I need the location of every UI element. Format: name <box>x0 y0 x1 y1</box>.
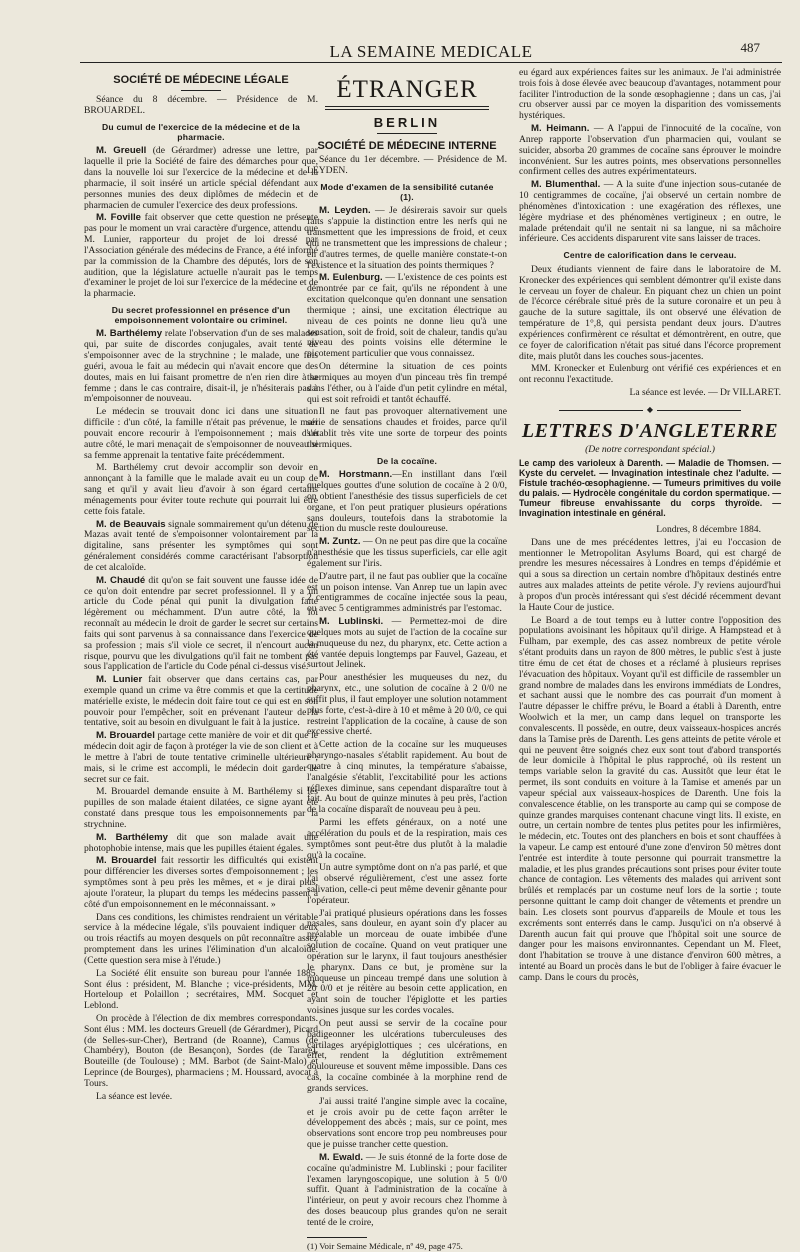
paragraph-text: fait observer que dans certains cas, par exemple quand un crime va être commis et que la certitude matérielle existe, le médecin doit faire tout ce qui est en son pouvoir pour l'empêcher, soit en prévenant l'auteur de la tentative, soit au besoin en divulguant le fait à la justice. <box>84 674 318 729</box>
paragraph: Cette action de la cocaïne sur les muqueuses pharyngo-nasales s'établit rapidement. Au bout de quatre à cinq minutes, la température s'abaisse, l'analgésie s'établit, l'excitabilité pour les actions réflexes diminue, sans cependant disparaître tout à fait. Au bout de quinze minutes à peu près, l'action de la cocaïne disparaît de nouveau peu à peu. <box>307 739 507 816</box>
paragraph <box>519 124 781 178</box>
rubric-heading: LETTRES D'ANGLETERRE <box>521 419 779 442</box>
paragraph-text: — L'existence de ces points est démontrée par ce fait, qu'ils ne répondent à une excitation quelconque qu'en donnant une sensation thermique ; ainsi, une excitation électrique au niveau de ces points ne donne lieu qu'à une sensation, soit de froid, soit de chaleur, tandis qu'au niveau des points voisins elle détermine le picotement particulier que vous connaissez. <box>307 272 507 360</box>
paragraph-text: — Je suis étonné de la forte dose de cocaïne qu'administre M. Lublinski ; pour faciliter l'examen laryngoscopique, une solution à 5 0/0 suffit. Quant à l'administration de la cocaïne à l'intérieur, on peut y avoir recours chez l'homme à des doses beaucoup plus grandes qu'on ne serait tenté de le croire, <box>307 1151 507 1228</box>
paragraph <box>84 731 318 785</box>
section-title: SOCIÉTÉ DE MÉDECINE INTERNE <box>317 139 497 152</box>
paragraph-text: —En instillant dans l'œil quelques gouttes d'une solution de cocaïne à 2 0/0, on obtient l'anesthésie des tissus superficiels de cet organe, et l'on peut pratiquer plusieurs opérations sans douleurs, toutefois dans la strabotomie la section du muscle reste douloureuse. <box>307 469 507 535</box>
paragraph: Le médecin se trouvait donc ici dans une situation difficile : d'un côté, la famille n'était pas prévenue, le mari pouvait encore recourir à l'empoisonnement ; mais d'un autre côté, le mari menaçait de s'empoisonner de nouveau si sa femme apprenait la tentative faite précédemment. <box>84 406 318 461</box>
speaker-name: M. Lunier <box>96 674 143 686</box>
subheading: Centre de calorification dans le cerveau. <box>563 250 737 261</box>
paragraph <box>84 856 318 910</box>
subheading: De la cocaïne. <box>376 455 438 466</box>
paragraph: MM. Kronecker et Eulenburg ont vérifié ces expériences et en ont reconnu l'exactitude. <box>519 363 781 386</box>
paragraph: Il ne faut pas provoquer alternativement une série de sensations chaudes et froides, parce qu'il s'établit très vite une sorte de torpeur des points thermiques. <box>307 406 507 450</box>
paragraph <box>307 1153 507 1229</box>
paragraph <box>307 273 507 360</box>
paragraph <box>84 675 318 729</box>
paragraph-text: — Je désirerais savoir sur quels faits s'appuie la distinction entre les nerfs qui ne transmettent que les impressions de froid, et ceux qui ne transmettent que les impressions de chaleur ; en d'autres termes, de quelle manière constate-t-on l'existence et la situation des points thermiques ? <box>307 205 507 271</box>
summary: Le camp des varioleux à Darenth. — Maladie de Thomsen. — Kyste du cervelet. — Invagination intestinale chez l'adulte. — Fistule trachéo-œsophagienne. — Tumeurs primitives du voile du palais. — Hydrocèle congénitale du cordon spermatique. — Tumeur fibreuse envahissante du corps thyroïde. — Invagination intestinale en général. <box>519 458 782 519</box>
page-number: 487 <box>740 40 760 55</box>
session-line: Séance du 8 décembre. — Présidence de M. BROUARDEL. <box>84 94 318 117</box>
paragraph-text: fait observer que cette question ne présente pas pour le moment un vrai caractère d'urgence, attendu que M. Lunier, rapporteur du projet de loi dressé par l'Association générale des médecins de France, a été informé par la commission de la Chambre des députés, lors de son audition, que la législature actuelle n'aurait pas le temps d'examiner le projet de loi sur l'exercice de la médecine et de la pharmacie. <box>84 212 318 300</box>
speaker-name: M. Brouardel <box>96 855 157 867</box>
speaker-name: M. Leyden. <box>319 205 371 217</box>
speaker-name: M. de Beauvais <box>96 518 166 530</box>
footnote: (1) Voir Semaine Médicale, nº 49, page 475. <box>307 1240 463 1251</box>
paragraph-text: (de Gérardmer) adresse une lettre, par laquelle il prie la Société de faire des démarches pour que, dans la nouvelle loi sur l'exercice de la médecine et de la pharmacie, il soit inséré un article spécial défendant aux personnes munies des deux diplômes de médecin et de pharmacien de cumuler l'exercice des deux professions. <box>84 145 318 211</box>
paragraph: La séance est levée. — Dr VILLARET. <box>629 387 781 399</box>
paragraph-text: dit qu'on se fait souvent une fausse idée de ce qu'on doit entendre par secret professionnel. Il y a un article du Code pénal qui punit la divulgation faite légèrement ou méchamment. D'un autre côté, la loi reconnaît au médecin le droit de garder le secret sur certains faits qui sont parvenus à sa connaissance dans l'exercice de sa profession ; mais s'il viole ce secret, il n'encourt aucun risque, pourvu que les divulgations qu'il fait ne tombent pas sous l'application de l'article du Code pénal ci-dessus visé. <box>84 574 318 673</box>
paragraph <box>84 833 318 855</box>
column-right <box>519 68 781 1084</box>
divider <box>377 133 437 134</box>
paragraph-text: fait ressortir les difficultés qui existent pour différencier les diverses sortes d'empoisonnement ; les symptômes sont à peu près les mêmes, et « je dirai plus, ajoute l'orateur, la plupart du temps les médecins passent à côté d'un empoisonnement en le méconnaissant. » <box>84 855 318 910</box>
paragraph <box>307 537 507 569</box>
double-rule <box>325 106 489 110</box>
paragraph-text: — Permettez-moi de dire quelques mots au sujet de l'action de la cocaïne sur la muqueuse du nez, du pharynx, etc. Cette action a été vantée depuis longtemps par Fauvel, Gazeau, et surtout Jelinek. <box>307 616 507 671</box>
paragraph <box>84 329 318 405</box>
paragraph-text: dit que son malade avait une photophobie intense, mais que les pupilles étaient égales. <box>84 831 318 854</box>
subheading: Mode d'examen de la sensibilité cutanée (1). <box>320 182 494 202</box>
diamond-icon: ◆ <box>643 405 657 414</box>
paragraph: On détermine la situation de ces points thermiques au moyen d'un pinceau très fin trempé dans l'éther, ou à l'aide d'un petit cylindre en métal, qui est soit refroidi et tantôt échauffé. <box>307 361 507 405</box>
paragraph: M. Brouardel demande ensuite à M. Barthélemy si les pupilles de son malade étaient dilatées, ce signe ayant été constaté dans presque tous les empoisonnements par la strychnine. <box>84 786 318 830</box>
paragraph: La Société élit ensuite son bureau pour l'année 1885. Sont élus : président, M. Blanche ; vice-présidents, MM. Horteloup et Polaillon ; secrétaires, MM. Socquet et Leblond. <box>84 967 318 1012</box>
dateline: Londres, 8 décembre 1884. <box>656 523 761 535</box>
speaker-name: M. Eulenburg. <box>319 272 383 284</box>
section-title: SOCIÉTÉ DE MÉDECINE LÉGALE <box>113 74 289 86</box>
paragraph-text: — A la suite d'une injection sous-cutanée de 10 centigrammes de cocaïne, j'ai observé un certain nombre de phénomènes d'intoxication : une exagération des réflexes, une légère mydriase et des phénomènes vertigineux ; en outre, le malade prétendait qu'il ne sentait ni sa langue, ni sa mâchoire inférieure. Ces accidents disparurent vite sans laisser de traces. <box>519 179 781 245</box>
paragraph-text: relate l'observation d'un de ses malades qui, par suite de discordes conjugales, avait tenté de s'empoisonner avec de la strychnine ; le malade, une fois guéri, avoua le fait au médecin qui n'avait encore que des doutes, mais en lui faisant promettre de n'en rien dire à sa femme ; dans le cas contraire, disait-il, je n'hésiterais pas à m'empoisonner de nouveau. <box>84 328 318 405</box>
speaker-name: M. Barthélemy <box>96 831 168 843</box>
paragraph <box>307 206 507 271</box>
paragraph: D'autre part, il ne faut pas oublier que la cocaïne est un poison intense. Van Anrep tue un lapin avec 2 centigrammes de cocaïne injectée sous la peau, ou avec 5 centigrammes administrés par l'estomac. <box>307 570 507 615</box>
speaker-name: M. Greuell <box>96 145 147 157</box>
paragraph <box>519 180 781 245</box>
paragraph: Un autre symptôme dont on n'a pas parlé, et que j'ai observé régulièrement, c'est une assez forte salivation, celle-ci peut même devenir gênante pour l'opérateur. <box>307 862 507 906</box>
running-title: LA SEMAINE MEDICALE <box>329 42 533 61</box>
paragraph: Le Board a de tout temps eu à lutter contre l'opposition des populations avoisinant les hôpitaux qu'il dirige. A Hampstead et à Fulham, par exemple, des cas assez nombreux de petite vérole s'étant produits dans un rayon de 800 mètres, le public s'est à juste titre ému de cet état de choses et a réclamé à plusieurs reprises l'évacuation des hôpitaux. Voyant qu'il est difficile de rassembler un grand nombre de malades dans les environs immédiats de Londres, et sachant aussi que le nombre des cas pourrait d'un moment à l'autre dépasser le chiffre prévu, le Board a établi à Darenth, entre Woolwich et la mer, un camp dans lequel on transporte les convalescents. Il possède, en outre, deux vaisseaux-hospices ancrés dans la Tamise près de Darenth. Les gens atteints de petite vérole et qui ne peuvent être soignés chez eux sont tout d'abord transportés de leur domicile à l'hôpital le plus rapproché, où ils restent un temps variable selon la gravité du cas. Aussitôt que leur état le permet, ils sont conduits en voiture à la Tamise et amenés par un vapeur spécial aux vaisseaux-hospices de Darenth. Une fois la convalescence établie, on les transporte au camp qui se compose de quinze grandes marquises contenant chacune vingt lits. Il existe, en outre, un certain nombre de tentes plus petites pour les infirmières, le médecin, etc. Toutes ont des planchers en bois et sont chauffées à la vapeur. Le camp est entouré d'une zone d'environ 50 mètres dont l'entrée est interdite à toute personne qui pourrait transmettre la maladie, et les plus grandes précautions sont prises pour éviter toute chance de contagion. Les vêtements des malades qui arrivent sont brûlés et remplacés par un costume neuf lors de la sortie ; toute personne quittant le camp doit changer de vêtements et prendre un bain. Les closets sont pourvus d'appareils de Moule et tous les excréments sont enterrés dans le camp. Jusqu'ici on n'a observé à Darenth aucun fait qui prouve que l'hôpital soit une source de danger pour les maisons environnantes. Cependant un M. Fleet, dont l'habitation se trouve à une distance d'environ 600 mètres, a intenté au Board un procès dans le but de l'obliger à faire évacuer le camp. Dans le cours du procès, <box>519 614 781 983</box>
speaker-name: M. Heimann. <box>531 123 590 135</box>
speaker-name: M. Blumenthal. <box>531 179 601 191</box>
footnote-rule <box>307 1237 367 1238</box>
speaker-name: M. Ewald. <box>319 1151 364 1163</box>
subheading: Du secret professionnel en présence d'un empoisonnement volontaire ou criminel. <box>111 305 291 325</box>
paragraph: Dans une de mes précédentes lettres, j'ai eu l'occasion de mentionner le Metropolitan Asylums Board, qui est chargé de prendre les mesures nécessaires à Londres en temps d'épidémie et qui a sous sa direction un certain nombre d'hôpitaux destinés entre autres aux malades atteints de petite vérole. J'y reviens aujourd'hui à propos d'un procès intéressant qui s'est décidé récemment devant la Haute Cour de justice. <box>519 536 781 613</box>
ornamental-divider <box>519 405 781 414</box>
paragraph <box>307 617 507 671</box>
paragraph <box>307 470 507 535</box>
speaker-name: M. Lublinski. <box>319 616 384 628</box>
speaker-name: M. Brouardel <box>96 730 155 742</box>
paragraph: Parmi les effets généraux, on a noté une accélération du pouls et de la respiration, mais ces symptômes sont peut-être dus plutôt à la maladie qu'à la cocaïne. <box>307 817 507 861</box>
correspondent-line: (De notre correspondant spécial.) <box>585 443 715 455</box>
paragraph: eu égard aux expériences faites sur les animaux. Je l'ai administrée trois fois à dose élevée avec beaucoup d'avantages, notamment pour faciliter l'introduction de la sonde œsophagienne ; dans un cas, j'ai cru observer aussi par ce moyen la disparition des vomissements hystériques. <box>519 67 781 122</box>
paragraph: Deux étudiants viennent de faire dans le laboratoire de M. Kronecker des expériences qui semblent démontrer qu'il existe dans le cerveau un foyer de chaleur. En piquant chez un chien un point de l'écorce cérébrale situé près de la suture coronaire et un peu à gauche de la suture sagittale, ils ont observé une élévation de température de 1°,8, qui persista pendant deux jours. D'autres expériences confirmèrent ce résultat et démontrèrent, en outre, que ce foyer de calorification n'était pas situé dans l'écorce proprement dite, mais plutôt dans les couches sous-jacentes. <box>519 263 781 362</box>
speaker-name: M. Zuntz. <box>319 536 361 548</box>
divider <box>181 90 221 91</box>
paragraph: On peut aussi se servir de la cocaïne pour badigeonner les ulcérations tuberculeuses des cartilages aryépiglottiques ; ces ulcérations, en effet, rendent la déglutition extrêmement douloureuse et souvent même impossible. Dans ces cas, la cocaïne combinée à la morphine rend de grands services. <box>307 1017 507 1094</box>
city-heading: BERLIN <box>373 115 441 131</box>
paragraph-text: — On ne peut pas dire que la cocaïne n'anesthésie que les tissus superficiels, car elle agit également sur l'iris. <box>307 536 508 569</box>
paragraph: Pour anesthésier les muqueuses du nez, du pharynx, etc., une solution de cocaïne à 2 0/0 ne suffit plus, il faut employer une solution notamment plus forte, c'est-à-dire à 10 et même à 20 0/0, ce qui restreint l'application de la cocaïne, à cause de son excessive cherté. <box>307 672 507 738</box>
page-header <box>80 36 782 63</box>
paragraph: J'ai pratiqué plusieurs opérations dans les fosses nasales, sans douleur, en ayant soin d'y placer au préalable un morceau de ouate imbibée d'une solution de cocaïne. Quand on veut pratiquer une opération sur le larynx, il faut toujours anesthésier le pharynx. Dans ce but, je promène sur la muqueuse un pinceau trempé dans une solution à 20 0/0 et je réitère au besoin cette application, en ayant soin de toucher l'épiglotte et les parties voisines jusque sur les cordes vocales. <box>307 907 507 1017</box>
column-middle <box>307 68 508 1251</box>
speaker-name: M. Foville <box>96 212 141 224</box>
session-line: Séance du 1er décembre. — Présidence de M. LEYDEN. <box>307 154 507 177</box>
speaker-name: M. Barthélemy <box>96 328 163 340</box>
paragraph: M. Barthélemy crut devoir accomplir son devoir en annonçant à la famille que le malade avait eu un coup de sang et qu'il y avait lieu d'avoir à son égard certains ménagements pour éviter toute rechute qui pourrait lui être cette fois fatale. <box>84 462 318 517</box>
paragraph: On procède à l'élection de dix membres correspondants. Sont élus : MM. les docteurs Greuell (de Gérardmer), Picard (de Selles-sur-Cher), Bertrand (de Roanne), Camus (de Chambéry), Bouton (de Besançon), Sordes (de Tarare), Bouteille (de Toulouse) ; MM. Barbot (de Saint-Malo) et Leprince (de Bourges), pharmaciens ; M. Houssard, avocat à Tours. <box>84 1013 318 1089</box>
subheading: Du cumul de l'exercice de la médecine et de la pharmacie. <box>102 122 300 142</box>
paragraph <box>84 520 318 574</box>
paragraph: Dans ces conditions, les chimistes rendraient un véritable service à la médecine légale, s'ils pouvaient indiquer deux ou trois réactifs au moyen desquels on pût reconnaître assez promptement dans les urines l'élimination d'un alcaloïde. (Cette question sera mise à l'étude.) <box>84 911 318 966</box>
paragraph: J'ai aussi traité l'angine simple avec la cocaïne, et je crois avoir pu de cette façon arrêter le développement des abcès ; mais, sur ce point, mes observations sont encore trop peu nombreuses pour que je puisse trancher cette question. <box>307 1095 507 1151</box>
paragraph-text: partage cette manière de voir et dit que le médecin doit agir de façon à protéger la vie de son client et à le mettre à l'abri de toute tentative criminelle ultérieure ; mais, si le crime est accompli, le médecin doit garder le secret sur ce fait. <box>84 730 318 785</box>
speaker-name: M. Chaudé <box>96 574 146 586</box>
paragraph-text: — A l'appui de l'innocuité de la cocaïne, von Anrep rapporte l'observation d'un pharmacien qui, voulant se suicider, absorba 20 grammes de cocaïne sans éprouver le moindre inconvénient. Sur les autres points, mes observations personnelles confirment celles des autres expérimentateurs. <box>519 123 781 178</box>
paragraph <box>84 146 318 211</box>
rubric-heading: ÉTRANGER <box>336 76 478 103</box>
paragraph <box>84 576 318 673</box>
paragraph <box>84 213 318 300</box>
paragraph-text: signale sommairement qu'un détenu de Mazas avait tenté de s'empoisonner volontairement par la digitaline, sans présenter les symptômes qui sont généralement considérés comme caractérisant l'absorption de cet alcaloïde. <box>84 518 318 573</box>
paragraph: La séance est levée. <box>96 1090 173 1102</box>
column-left <box>84 68 318 1102</box>
speaker-name: M. Horstmann. <box>319 469 393 481</box>
